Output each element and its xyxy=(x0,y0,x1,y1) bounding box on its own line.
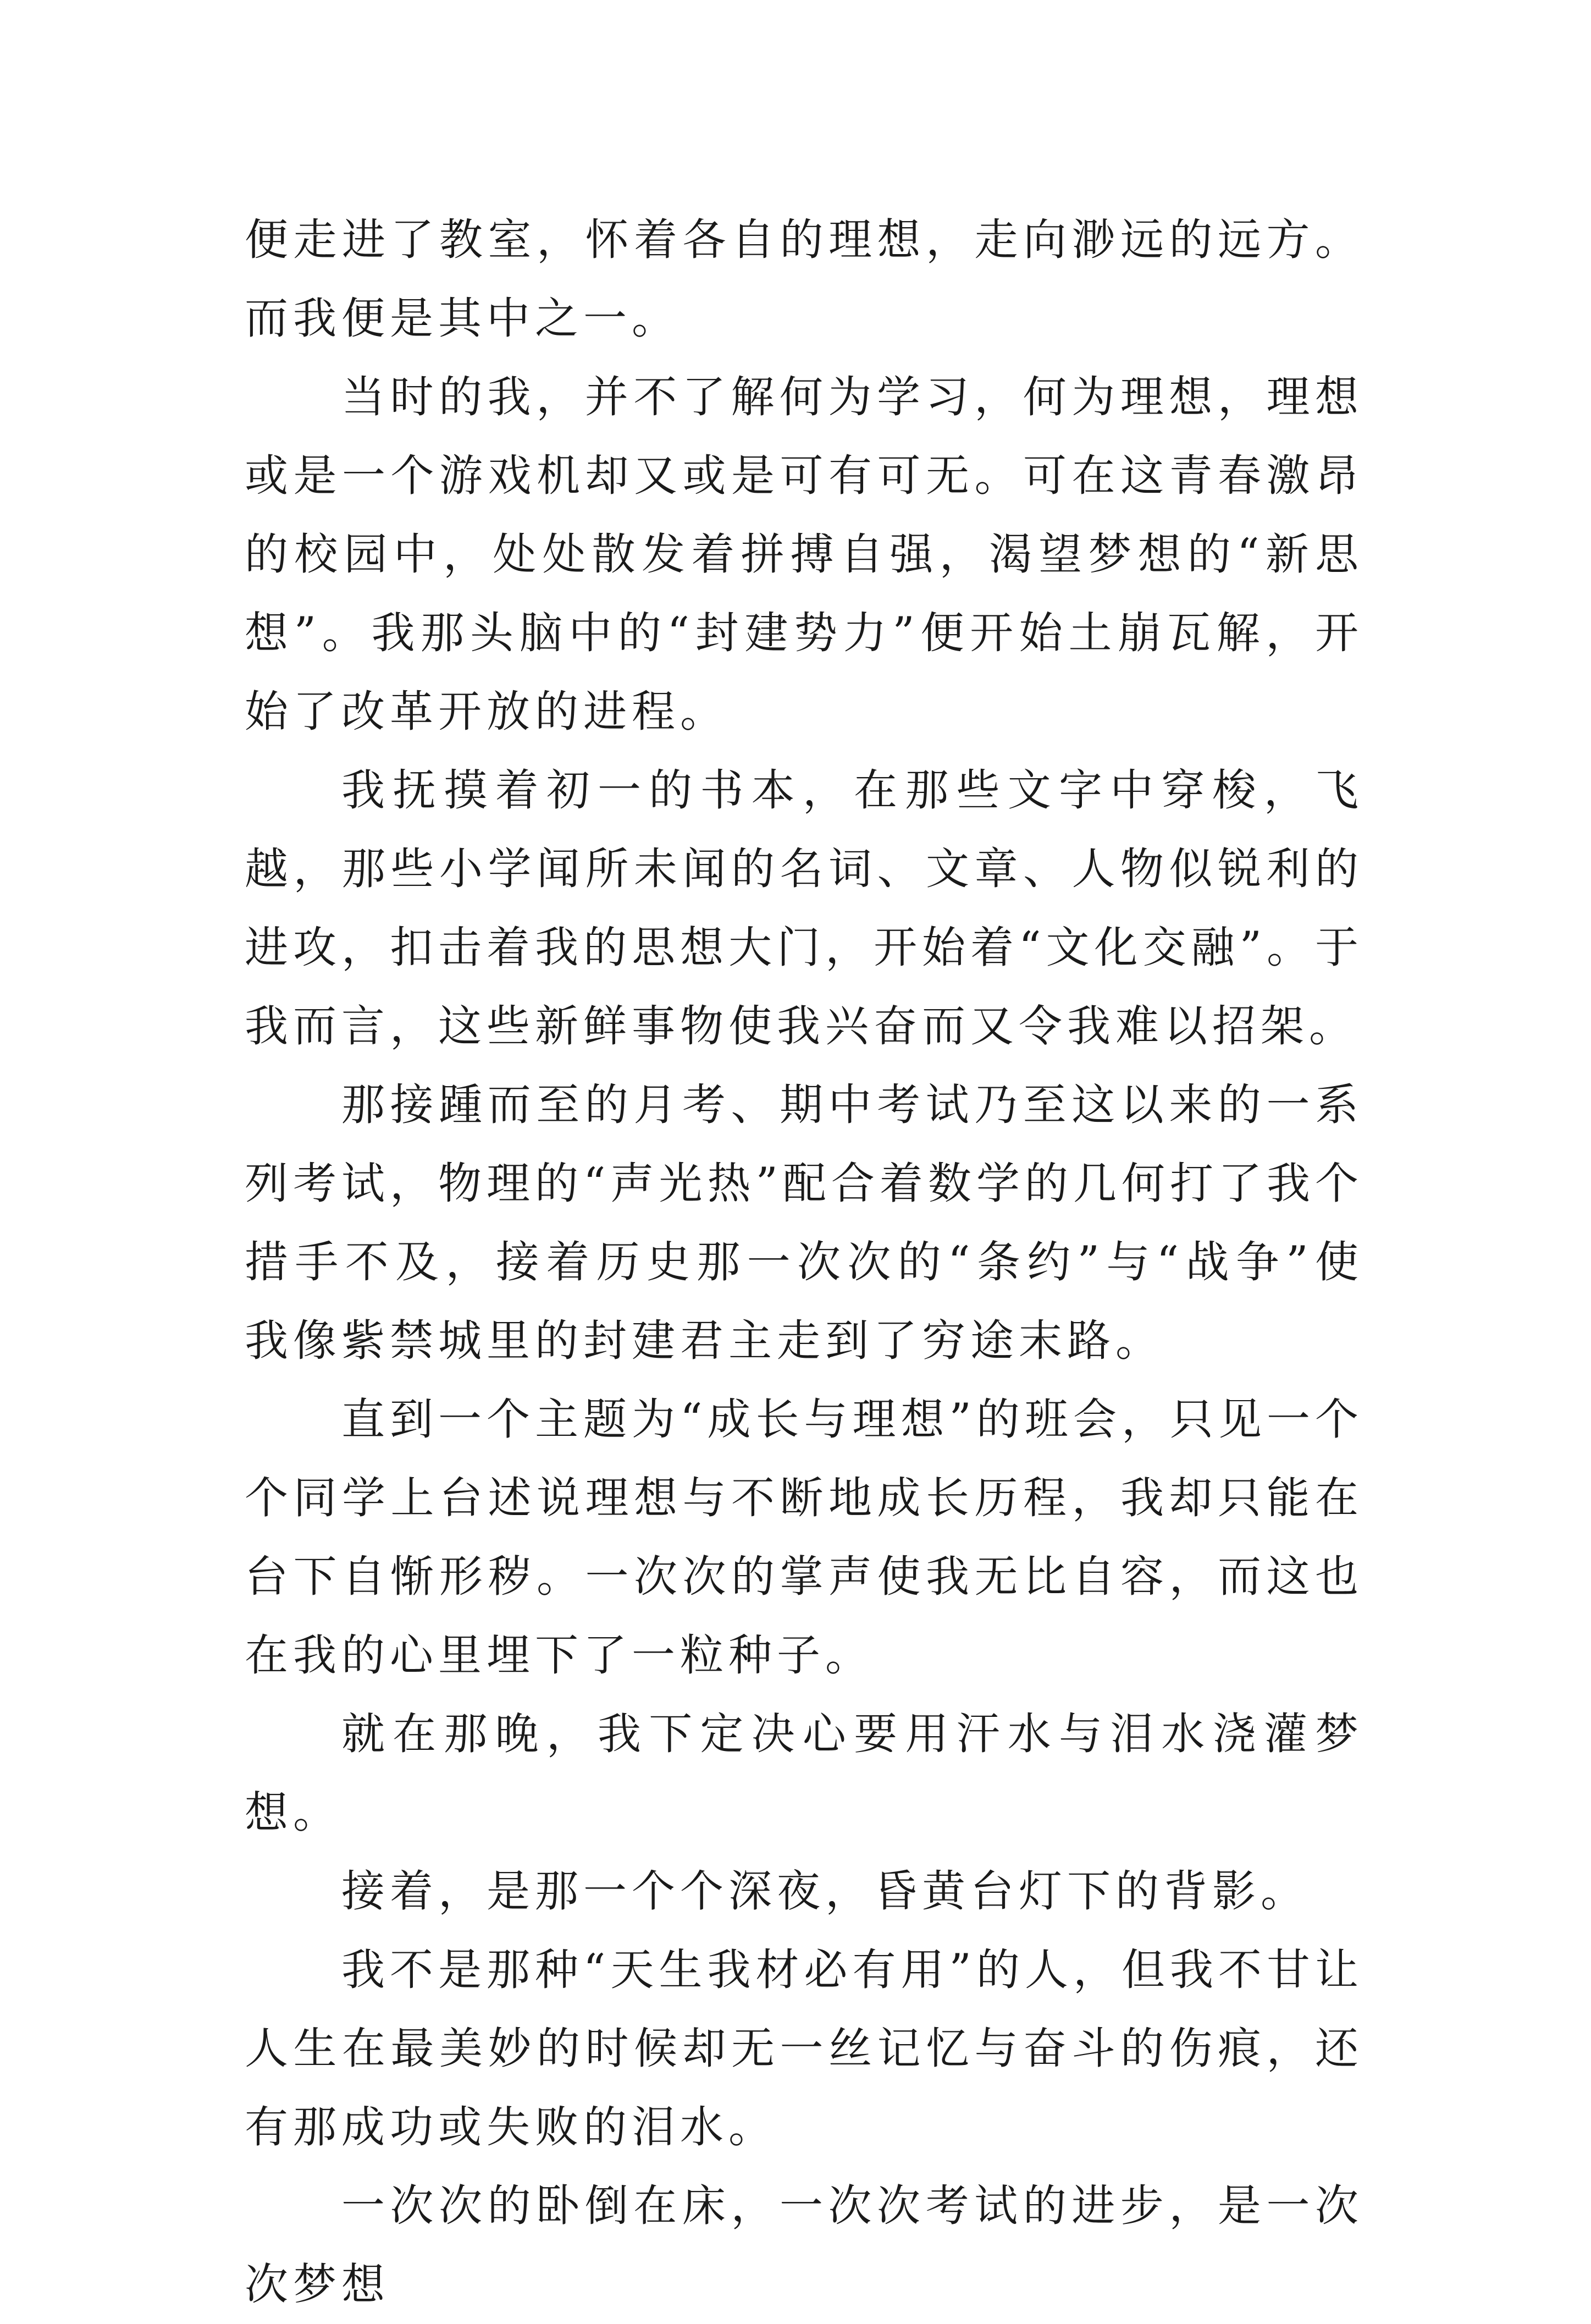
paragraph: 直到一个主题为“成长与理想”的班会，只见一个个同学上台述说理想与不断地成长历程，我却只能在台下自惭形秽。一次次的掌声使我无比自容，而这也在我的心里埋下了一粒种子。 xyxy=(245,1394,1363,1681)
paragraph: 我不是那种“天生我材必有用”的人，但我不甘让人生在最美妙的时候却无一丝记忆与奋斗的伤痕，还有那成功或失败的泪水。 xyxy=(245,1945,1363,2152)
paragraph: 那接踵而至的月考、期中考试乃至这以来的一系列考试，物理的“声光热”配合着数学的几何打了我个措手不及，接着历史那一次次的“条约”与“战争”使我像紫禁城里的封建君主走到了穷途末路。 xyxy=(245,1080,1363,1366)
paragraph: 就在那晚，我下定决心要用汗水与泪水浇灌梦想。 xyxy=(245,1709,1363,1838)
body-text xyxy=(245,201,1363,2324)
paragraph: 我抚摸着初一的书本，在那些文字中穿梭，飞越，那些小学闻所未闻的名词、文章、人物似锐利的进攻，扣击着我的思想大门，开始着“文化交融”。于我而言，这些新鲜事物使我兴奋而又令我难以招架。 xyxy=(245,765,1363,1051)
paragraph: 当时的我，并不了解何为学习，何为理想，理想或是一个游戏机却又或是可有可无。可在这青春激昂的校园中，处处散发着拼搏自强，渴望梦想的“新思想”。我那头脑中的“封建势力”便开始土崩瓦解，开始了改革开放的进程。 xyxy=(245,372,1363,737)
paragraph: 便走进了教室，怀着各自的理想，走向渺远的远方。而我便是其中之一。 xyxy=(245,214,1363,344)
paragraph: 接着，是那一个个深夜，昏黄台灯下的背影。 xyxy=(341,1866,1309,1917)
paragraph: 一次次的卧倒在床，一次次考试的进步，是一次次梦想 xyxy=(245,2180,1363,2310)
